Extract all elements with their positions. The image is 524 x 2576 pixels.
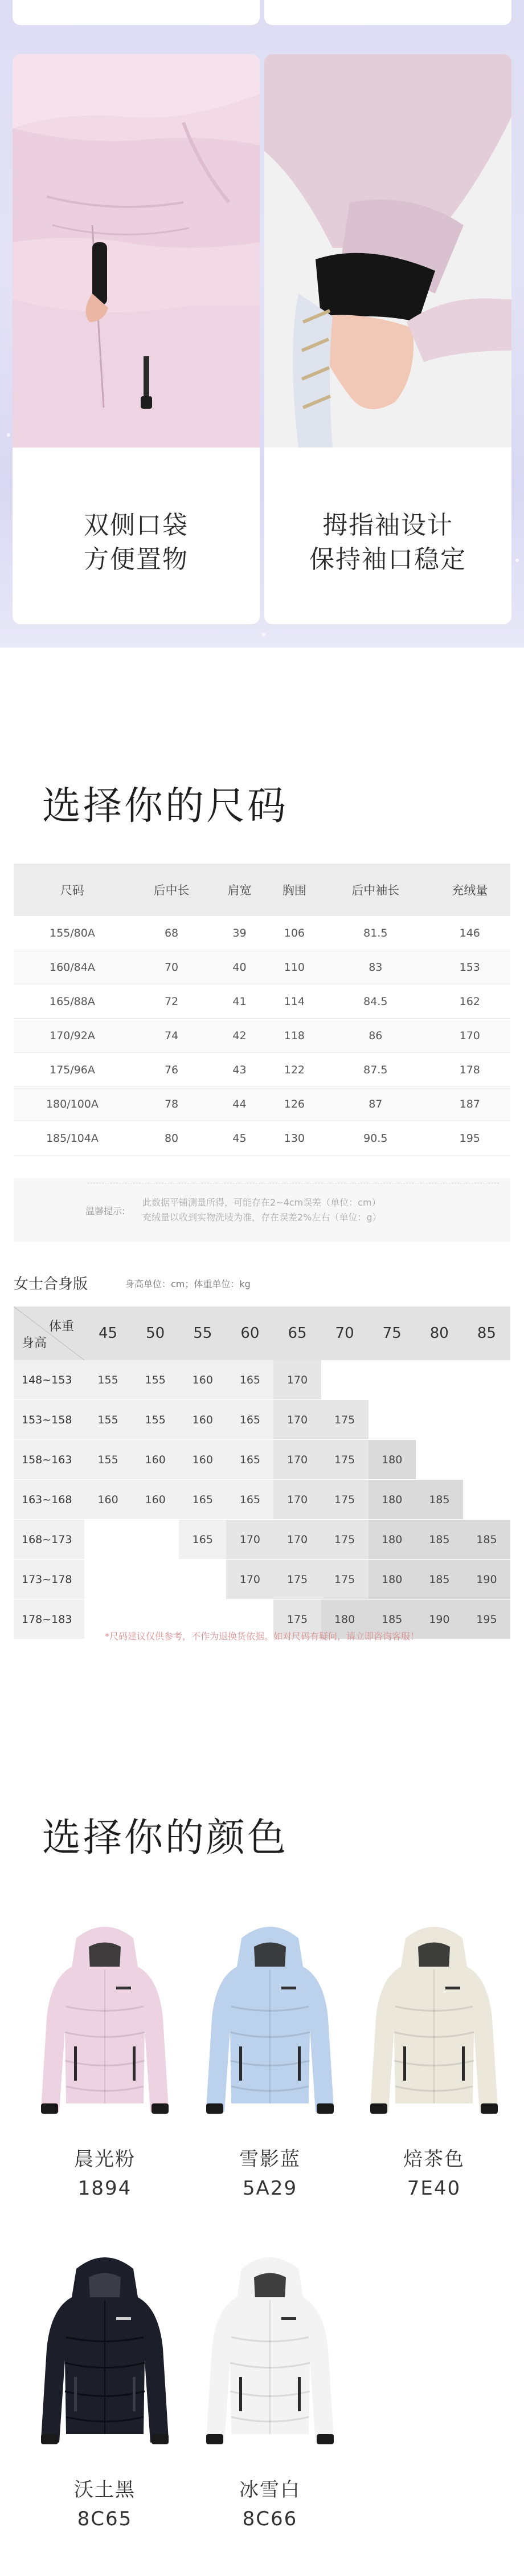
- fit-table-row: [14, 1360, 510, 1400]
- fit-size-cell: 155: [84, 1440, 132, 1480]
- jacket-image: [36, 1915, 173, 2138]
- fit-size-cell: 170: [273, 1440, 321, 1480]
- size-header-cell: 尺码: [14, 864, 131, 916]
- fit-corner-cell: [14, 1307, 84, 1360]
- size-table-row: [14, 1053, 510, 1087]
- fit-size-cell: [179, 1560, 226, 1600]
- color-name: 晨光粉: [74, 2148, 136, 2171]
- size-table-cell: 130: [267, 1121, 322, 1155]
- size-table-cell: 74: [131, 1019, 212, 1053]
- fit-size-cell: 175: [321, 1560, 369, 1600]
- size-table-cell: 122: [267, 1053, 322, 1087]
- fit-weight-header: 75: [369, 1307, 416, 1360]
- fit-size-cell: 175: [273, 1600, 321, 1639]
- fit-size-cell: 170: [226, 1560, 273, 1600]
- fit-table-row: [14, 1440, 510, 1480]
- fit-size-cell: 155: [84, 1360, 132, 1400]
- size-header-cell: 充绒量: [429, 864, 510, 916]
- pocket-caption-1: 双侧口袋: [84, 511, 189, 540]
- size-note-line-1: 此数据平铺测量所得，可能存在2~4cm误差（单位：cm）: [142, 1197, 381, 1208]
- fit-size-cell: 180: [369, 1560, 416, 1600]
- size-table-cell: 178: [429, 1053, 510, 1087]
- fit-table-row: [14, 1400, 510, 1440]
- fit-size-cell: 165: [179, 1520, 226, 1560]
- fit-size-cell: [84, 1520, 132, 1560]
- color-name: 焙茶色: [403, 2148, 465, 2171]
- size-table-cell: 126: [267, 1087, 322, 1121]
- color-name: 冰雪白: [239, 2479, 301, 2501]
- size-table-cell: 87: [322, 1087, 429, 1121]
- fit-size-cell: 175: [321, 1400, 369, 1440]
- fit-height-cell: 178~183: [14, 1600, 84, 1639]
- size-table-row: [14, 950, 510, 984]
- size-table-cell: 45: [212, 1121, 267, 1155]
- fit-size-cell: 170: [273, 1520, 321, 1560]
- color-option[interactable]: [366, 1915, 502, 2200]
- fit-size-cell: 160: [132, 1480, 179, 1520]
- size-table-cell: 87.5: [322, 1053, 429, 1087]
- fit-size-cell: [321, 1360, 369, 1400]
- fit-size-cell: 160: [179, 1440, 226, 1480]
- size-table-cell: 195: [429, 1121, 510, 1155]
- fit-weight-header: 55: [179, 1307, 226, 1360]
- size-table-cell: 155/80A: [14, 916, 131, 950]
- fit-size-cell: [369, 1360, 416, 1400]
- fit-size-cell: 165: [226, 1360, 273, 1400]
- size-table-cell: 146: [429, 916, 510, 950]
- feature-card-pocket: [13, 54, 260, 624]
- fit-size-cell: 180: [369, 1480, 416, 1520]
- color-section-title: 选择你的颜色: [42, 1816, 289, 1861]
- fit-size-cell: 155: [132, 1360, 179, 1400]
- size-table-cell: 76: [131, 1053, 212, 1087]
- size-header-cell: 后中袖长: [322, 864, 429, 916]
- size-table-cell: 153: [429, 950, 510, 984]
- size-table-cell: 187: [429, 1087, 510, 1121]
- fit-size-cell: 190: [416, 1600, 463, 1639]
- size-table-cell: 72: [131, 984, 212, 1019]
- fit-size-cell: 180: [369, 1440, 416, 1480]
- fit-size-cell: 175: [273, 1560, 321, 1600]
- size-table: [14, 864, 510, 1155]
- size-table-cell: 165/88A: [14, 984, 131, 1019]
- color-option[interactable]: [202, 1915, 338, 2200]
- feature-section: [0, 0, 524, 648]
- fit-size-cell: [463, 1400, 510, 1440]
- fit-table-header: [14, 1307, 510, 1360]
- fit-size-cell: 155: [84, 1400, 132, 1440]
- size-table-cell: 110: [267, 950, 322, 984]
- jacket-image: [36, 2246, 173, 2468]
- fit-table-row: [14, 1520, 510, 1560]
- fit-size-cell: [463, 1360, 510, 1400]
- fit-size-cell: 165: [226, 1400, 273, 1440]
- fit-size-cell: 160: [179, 1360, 226, 1400]
- size-table-cell: 42: [212, 1019, 267, 1053]
- color-name: 雪影蓝: [239, 2148, 301, 2171]
- fit-height-cell: 168~173: [14, 1520, 84, 1560]
- color-code: 7E40: [407, 2177, 461, 2200]
- size-table-cell: 43: [212, 1053, 267, 1087]
- size-table-cell: 160/84A: [14, 950, 131, 984]
- jacket-image: [202, 1915, 338, 2138]
- color-option[interactable]: [202, 2246, 338, 2530]
- fit-table-units: 身高单位：cm；体重单位：kg: [125, 1279, 251, 1289]
- fit-size-cell: 160: [84, 1480, 132, 1520]
- fit-table-title: 女士合身版: [14, 1276, 88, 1293]
- color-option[interactable]: [36, 2246, 173, 2530]
- size-table-cell: 70: [131, 950, 212, 984]
- color-option[interactable]: [36, 1915, 173, 2200]
- size-table-cell: 170/92A: [14, 1019, 131, 1053]
- size-table-cell: 44: [212, 1087, 267, 1121]
- fit-size-cell: 195: [463, 1600, 510, 1639]
- fit-size-cell: 170: [273, 1480, 321, 1520]
- fit-size-cell: 175: [321, 1520, 369, 1560]
- fit-size-cell: [84, 1560, 132, 1600]
- fit-size-cell: 165: [226, 1480, 273, 1520]
- size-table-cell: 41: [212, 984, 267, 1019]
- size-note-line-2: 充绒量以收到实物洗唛为准，存在误差2%左右（单位：g）: [142, 1212, 382, 1223]
- fit-corner-height: 身高: [22, 1336, 47, 1350]
- color-code: 8C66: [242, 2508, 298, 2530]
- fit-size-cell: 180: [369, 1520, 416, 1560]
- pocket-photo: [13, 54, 260, 447]
- size-table-cell: 175/96A: [14, 1053, 131, 1087]
- size-table-row: [14, 984, 510, 1019]
- feature-card-thumb-cuff: [264, 54, 511, 624]
- jacket-image: [202, 2246, 338, 2468]
- fit-height-cell: 153~158: [14, 1400, 84, 1440]
- color-name: 沃土黑: [74, 2479, 136, 2501]
- size-header-cell: 后中长: [131, 864, 212, 916]
- size-note-label: 温馨提示:: [85, 1206, 125, 1216]
- fit-weight-header: 85: [463, 1307, 510, 1360]
- size-table-row: [14, 1087, 510, 1121]
- fit-weight-header: 45: [84, 1307, 132, 1360]
- fit-size-cell: 185: [463, 1520, 510, 1560]
- fit-size-cell: [416, 1360, 463, 1400]
- jacket-image: [366, 1915, 502, 2138]
- size-table-cell: 83: [322, 950, 429, 984]
- size-table-cell: 40: [212, 950, 267, 984]
- fit-height-cell: 158~163: [14, 1440, 84, 1480]
- fit-weight-header: 60: [226, 1307, 273, 1360]
- fit-size-cell: 160: [132, 1440, 179, 1480]
- size-table-cell: 106: [267, 916, 322, 950]
- fit-table-row: [14, 1480, 510, 1520]
- size-table-cell: 84.5: [322, 984, 429, 1019]
- fit-size-cell: 170: [273, 1360, 321, 1400]
- fit-size-cell: 185: [416, 1520, 463, 1560]
- fit-size-cell: 185: [416, 1480, 463, 1520]
- size-table-cell: 39: [212, 916, 267, 950]
- fit-size-cell: 170: [226, 1520, 273, 1560]
- fit-size-cell: [463, 1440, 510, 1480]
- size-table-row: [14, 1121, 510, 1155]
- size-header-cell: 肩宽: [212, 864, 267, 916]
- fit-weight-header: 65: [273, 1307, 321, 1360]
- fit-size-cell: 155: [132, 1400, 179, 1440]
- size-note: [14, 1178, 510, 1242]
- fit-size-cell: 165: [179, 1480, 226, 1520]
- fit-size-cell: [132, 1560, 179, 1600]
- fit-table-row: [14, 1560, 510, 1600]
- fit-height-cell: 148~153: [14, 1360, 84, 1400]
- size-table-cell: 118: [267, 1019, 322, 1053]
- fit-size-cell: 190: [463, 1560, 510, 1600]
- fit-size-cell: [463, 1480, 510, 1520]
- fit-size-cell: [369, 1400, 416, 1440]
- size-table-cell: 81.5: [322, 916, 429, 950]
- size-section-title: 选择你的尺码: [42, 784, 289, 829]
- fit-footnote: *尺码建议仅供参考，不作为退换货依据。如对尺码有疑问，请立即咨询客服！: [104, 1631, 419, 1642]
- fit-size-cell: 160: [179, 1400, 226, 1440]
- size-table-cell: 162: [429, 984, 510, 1019]
- size-table-row: [14, 1019, 510, 1053]
- size-table-cell: 180/100A: [14, 1087, 131, 1121]
- fit-weight-header: 70: [321, 1307, 369, 1360]
- cuff-photo: [264, 54, 511, 447]
- fit-corner-weight: 体重: [48, 1320, 74, 1334]
- size-table-cell: 185/104A: [14, 1121, 131, 1155]
- fit-table: [14, 1307, 510, 1639]
- size-table-cell: 86: [322, 1019, 429, 1053]
- fit-size-cell: 175: [321, 1480, 369, 1520]
- fit-size-cell: 185: [416, 1560, 463, 1600]
- color-code: 5A29: [242, 2177, 298, 2200]
- color-code: 1894: [77, 2177, 132, 2200]
- fit-weight-header: 50: [132, 1307, 179, 1360]
- size-table-cell: 80: [131, 1121, 212, 1155]
- size-table-cell: 90.5: [322, 1121, 429, 1155]
- size-table-cell: 78: [131, 1087, 212, 1121]
- color-code: 8C65: [77, 2508, 133, 2530]
- fit-size-cell: 165: [226, 1440, 273, 1480]
- size-table-cell: 170: [429, 1019, 510, 1053]
- fit-size-cell: 170: [273, 1400, 321, 1440]
- size-table-row: [14, 916, 510, 950]
- fit-size-cell: [416, 1400, 463, 1440]
- fit-weight-header: 80: [416, 1307, 463, 1360]
- size-table-header: [14, 864, 510, 916]
- cuff-caption-1: 拇指袖设计: [322, 511, 453, 540]
- size-table-cell: 68: [131, 916, 212, 950]
- fit-size-cell: 180: [321, 1600, 369, 1639]
- fit-size-cell: [416, 1440, 463, 1480]
- size-table-cell: 114: [267, 984, 322, 1019]
- fit-height-cell: 163~168: [14, 1480, 84, 1520]
- fit-height-cell: 173~178: [14, 1560, 84, 1600]
- top-card-edges: [13, 0, 511, 27]
- size-header-cell: 胸围: [267, 864, 322, 916]
- fit-size-cell: [132, 1520, 179, 1560]
- pocket-caption-2: 方便置物: [84, 545, 189, 574]
- cuff-caption-2: 保持袖口稳定: [309, 545, 466, 574]
- fit-size-cell: 175: [321, 1440, 369, 1480]
- fit-size-cell: 185: [369, 1600, 416, 1639]
